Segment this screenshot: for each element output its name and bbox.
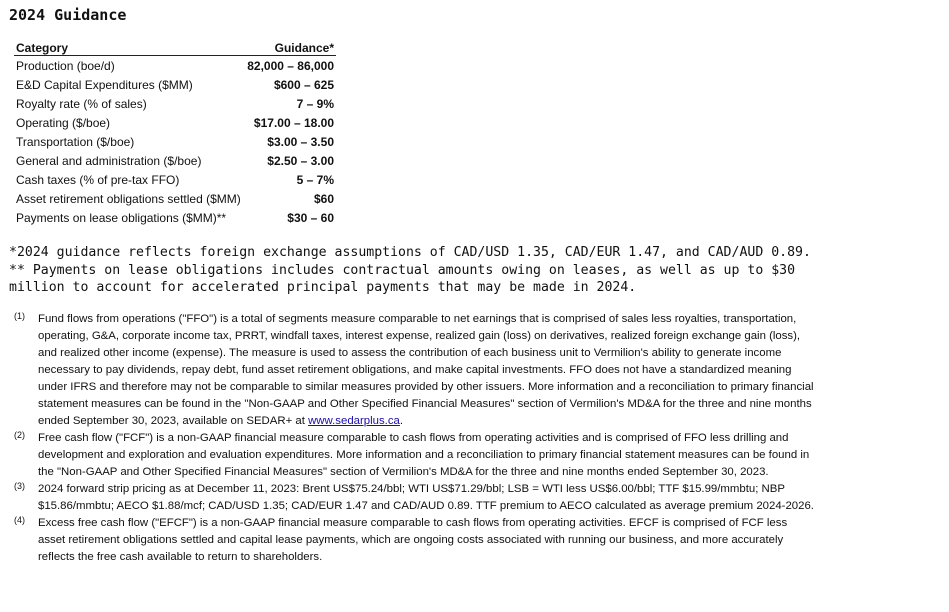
table-row xyxy=(14,151,336,170)
footnote-text: Excess free cash flow ("EFCF") is a non-GAAP financial measure comparable to cash flows from operating activities. EFCF is comprised of FCF less asset retirement obligations settled and capital lease payments, which are ongoing costs associated with running our business, and more accurately reflects the free cash available to return to shareholders. xyxy=(38,517,788,563)
guidance-notes xyxy=(9,244,829,297)
table-row xyxy=(14,170,336,189)
footnote-text xyxy=(38,311,814,430)
footnotes xyxy=(14,311,814,566)
table-row xyxy=(14,208,336,227)
table-row xyxy=(14,189,336,208)
row-value: $30 – 60 xyxy=(287,210,334,225)
row-category: Transportation ($/boe) xyxy=(16,134,135,149)
guidance-table xyxy=(14,38,336,227)
row-value: $600 – 625 xyxy=(273,77,334,92)
footnote-text: 2024 forward strip pricing as at December 11, 2023: Brent US$75.24/bbl; WTI US$71.29/bbl; LSB = WTI less US$6.00/bbl; TTF $15.99/mmbtu; NBP $15.86/mmbtu; AECO $1.88/mcf; CAD/USD 1.35; CAD/EUR 1.47 and CAD/AUD 0.89. TTF premium to AECO calculated as average premium 2024-2026. xyxy=(38,483,814,512)
row-category: Asset retirement obligations settled ($MM) xyxy=(16,191,241,206)
footnote-body: Fund flows from operations ("FFO") is a total of segments measure comparable to net earnings that is comprised of sales less royalties, transportation, operating, G&A, corporate income tax, PRRT, windfall taxes, interest expense, realized gain (loss) on derivatives, realized foreign exchange gain (loss), and realized other income (expense). The measure is used to assess the contribution of each business unit to Vermilion's ability to generate income necessary to pay dividends, repay debt, fund asset retirement obligations, and make capital investments. FFO does not have a standardized meaning under IFRS and therefore may not be comparable to similar measures provided by other issuers. More information and a reconciliation to primary financial statement measures can be found in the "Non-GAAP and Other Specified Financial Measures" section of Vermilion's MD&A for the three and nine months ended September 30, 2023, available on SEDAR+ at xyxy=(38,313,814,427)
row-value: $60 xyxy=(313,191,334,206)
row-value: 5 – 7% xyxy=(296,172,334,187)
footnote-1 xyxy=(14,311,814,430)
row-value: $17.00 – 18.00 xyxy=(253,115,334,130)
row-value: 82,000 – 86,000 xyxy=(247,58,334,73)
row-value: 7 – 9% xyxy=(296,96,334,111)
row-category: Royalty rate (% of sales) xyxy=(16,96,147,111)
column-header-category: Category xyxy=(14,38,243,56)
footnote-number: (4) xyxy=(14,515,25,525)
row-category: E&D Capital Expenditures ($MM) xyxy=(16,77,193,92)
row-value: $2.50 – 3.00 xyxy=(267,153,334,168)
row-category: Payments on lease obligations ($MM)** xyxy=(16,210,227,225)
footnote-number: (2) xyxy=(14,430,25,440)
footnote-end: . xyxy=(399,415,404,427)
table-row xyxy=(14,75,336,94)
row-category: Cash taxes (% of pre-tax FFO) xyxy=(16,172,180,187)
row-category: Operating ($/boe) xyxy=(16,115,111,130)
table-row xyxy=(14,113,336,132)
footnote-text: Free cash flow ("FCF") is a non-GAAP financial measure comparable to cash flows from operating activities and is comprised of FFO less drilling and development and exploration and evaluation expenditures. More information and a reconciliation to primary financial statement measures can be found in the "Non-GAAP and Other Specified Financial Measures" section of Vermilion's MD&A for the three and nine months ended September 30, 2023. xyxy=(38,432,810,478)
footnote-number: (3) xyxy=(14,481,25,491)
lease-obligation-note: ** Payments on lease obligations includes contractual amounts owing on leases, as well as up to $30 million to account for accelerated principal payments that may be made in 2024. xyxy=(9,262,796,295)
fx-assumption-note: *2024 guidance reflects foreign exchange assumptions of CAD/USD 1.35, CAD/EUR 1.47, and CAD/AUD 0.89. xyxy=(9,245,811,260)
row-category: Production (boe/d) xyxy=(16,58,115,73)
footnote-number: (1) xyxy=(14,311,25,321)
table-row xyxy=(14,94,336,113)
table-row xyxy=(14,132,336,151)
footnote-2 xyxy=(14,430,814,481)
row-value: $3.00 – 3.50 xyxy=(267,134,334,149)
table-header-row xyxy=(14,38,336,56)
footnote-4 xyxy=(14,515,814,566)
page-title: 2024 Guidance xyxy=(9,6,127,24)
table-row xyxy=(14,56,336,76)
column-header-guidance: Guidance* xyxy=(243,38,336,56)
footnote-3 xyxy=(14,481,814,515)
sedarplus-link[interactable]: www.sedarplus.ca xyxy=(308,415,400,427)
row-category: General and administration ($/boe) xyxy=(16,153,202,168)
